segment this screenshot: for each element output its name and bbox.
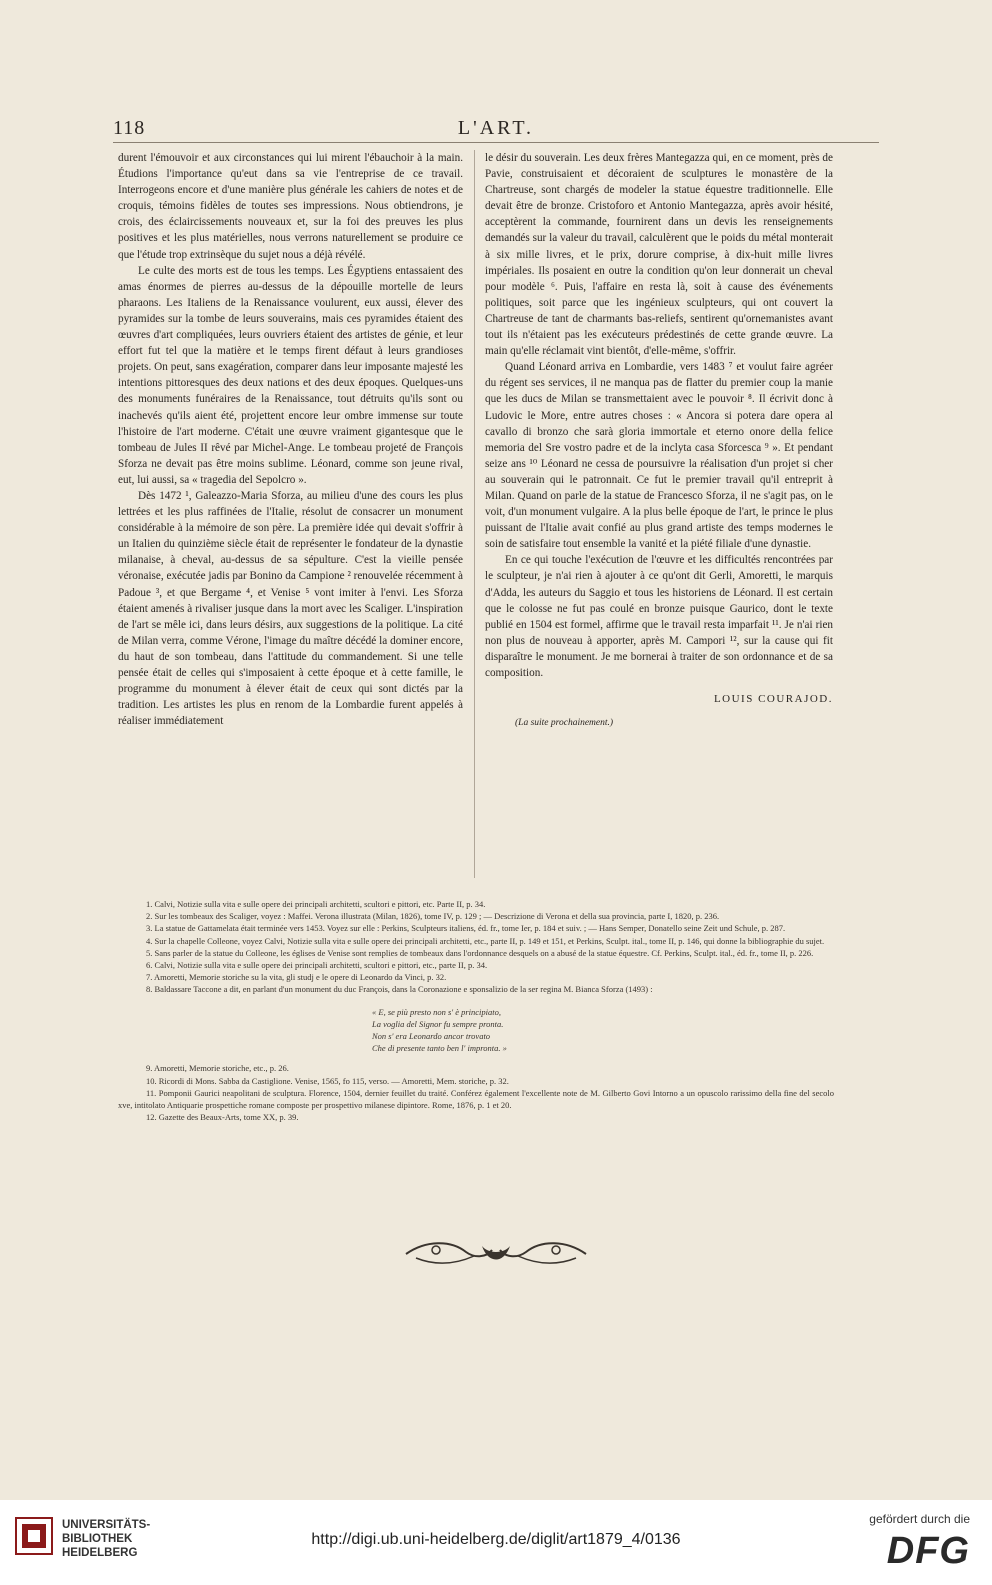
poem-line: Non s' era Leonardo ancor trovato bbox=[372, 1031, 491, 1042]
poem-line: « E, se più presto non s' è principiato, bbox=[372, 1006, 501, 1017]
footnote: 2. Sur les tombeaux des Scaliger, voyez : Maffei. Verona illustrata (Milan, 1826), tome IV, p. 129 ; — Descrizione di Verona et della sua provincia, parte I, 1820, p. 236. bbox=[146, 911, 720, 922]
journal-title: L'ART. bbox=[457, 117, 535, 139]
viewer-footer bbox=[0, 1500, 992, 1585]
ornament-flourish-icon bbox=[396, 1232, 596, 1272]
funder-caption: gefördert durch die bbox=[869, 1512, 970, 1526]
footnote: 10. Ricordi di Mons. Sabba da Castiglione. Venise, 1565, fo 115, verso. — Amoretti, Mem. storiche, p. 32. bbox=[146, 1075, 509, 1086]
paragraph: durent l'émouvoir et aux circonstances qui lui mirent l'ébauchoir à la main. Étudions l'importance qu'eut dans sa vie l'entreprise de ce travail. Interrogeons encore et d'une manière plus générale les cahiers de notes et de croquis, témoins fidèles de toutes ses impressions. Nous obtiendrons, je crois, des éclaircissements nouveaux et, sur la foi des preuves les plus positives et les plus matérielles, nous verrons naturellement se produire ce que l'étude trop extrinsèque du sujet nous a déjà révélé. bbox=[118, 152, 463, 261]
footnote: 5. Sans parler de la statue du Colleone, les églises de Venise sont remplies de tombeaux dans l'ordonnance desquels on a abusé de la statue équestre. Cf. Perkins, Sculpt. ital., éd. fr., tome II, p. 226. bbox=[146, 947, 814, 958]
right-column bbox=[485, 150, 833, 731]
footnote: 11. Pomponii Gaurici neapolitani de sculptura. Florence, 1504, dernier feuillet du traité. Conférez également l'excellente note de M. Gilberto Govi Intorno a un opuscolo rarissimo della fine del secolo xve, intitolato Antiquarie prospettiche romane composte per prospettivo milanese dipintore. Rome, 1876, p. 1 et 20. bbox=[118, 1087, 834, 1111]
continuation-note: (La suite prochainement.) bbox=[515, 718, 614, 729]
poem-line: La voglia del Signor fu sempre pronta. bbox=[372, 1018, 504, 1029]
poem-line: Che di presente tanto ben l' impronta. » bbox=[372, 1043, 507, 1054]
footnote: 7. Amoretti, Memorie storiche su la vita, gli studj e le opere di Leonardo da Vinci, p. 32. bbox=[146, 972, 447, 983]
footnote: 4. Sur la chapelle Colleone, voyez Calvi, Notizie sulla vita e sulle opere dei principali architetti, etc., parte II, p. 149 et 151, et Perkins, Sculpt. ital., tome II, p. 146, qui donne la bibliographie du sujet. bbox=[146, 935, 825, 946]
column-divider bbox=[474, 150, 475, 878]
quoted-poem bbox=[372, 1006, 834, 1055]
footnote: 1. Calvi, Notizie sulla vita e sulle opere dei principali architetti, scultori e pittori, etc. Parte II, p. 34. bbox=[146, 899, 486, 909]
paragraph: le désir du souverain. Les deux frères Mantegazza qui, en ce moment, près de Pavie, construisaient et décoraient de sculptures le monastère de la Chartreuse, sont chargés de modeler la statue équestre traditionnelle. Elle devait être de bronze. Cristoforo et Antonio Mantegazza, après avoir hésité, acceptèrent la commande, fournirent dans un devis les renseignements demandés sur la valeur du travail, calculèrent que le poids du métal monterait à six mille livres, et le prix, dorure comprise, à dix-huit mille livres impériales. Ils posaient en outre la condition qu'on leur donnerait un cheval pour modèle ⁶. Puis, l'affaire en resta là, soit à cause des événements politiques, soit parce que les ingénieux sculpteurs, qui ont couvert la Chartreuse de tant de charmants bas-reliefs, sentirent qu'ornemanistes avant tout ils n'étaient pas les exécuteurs prédestinés de cette grande œuvre. La main qu'elle réclamait vint bientôt, d'elle-même, s'offrir. bbox=[485, 152, 833, 358]
left-column bbox=[118, 150, 463, 729]
page-number: 118 bbox=[113, 117, 146, 139]
permalink-url[interactable]: http://digi.ub.uni-heidelberg.de/diglit/art1879_4/0136 bbox=[311, 1531, 681, 1548]
header-rule bbox=[113, 142, 879, 143]
paragraph: Dès 1472 ¹, Galeazzo-Maria Sforza, au milieu d'une des cours les plus lettrées et les plus raffinées de l'Italie, résolut de consacrer un monument considérable à la mémoire de son père. La première idée qui devait s'offrir à un Italien du quinzième siècle était de représenter le fondateur de la dynastie milanaise, à cheval, au-dessus de sa sépulture. C'est la vieille pensée véronaise, exécutée jadis par Bonino da Campione ² renouvelée récemment à Padoue ³, et que Bergame ⁴, et Venise ⁵ vont imiter à l'envi. Les Sforza étaient amenés à rivaliser jusque dans la mort avec les Scaliger. L'inspiration de l'art se mêle ici, dans leurs désirs, aux suggestions de la politique. La cité de Milan verra, comme Vérone, l'image du maître décédé la dominer encore, du haut de son tombeau, dans l'attitude du commandement. Si une telle pensée était de celles qui s'imposaient à cette époque et à cette famille, le programme du monument à élever était de ceux qui sont dictés par la tradition. Les artistes les plus en renom de la Lombardie furent appelés à réaliser immédiatement bbox=[118, 489, 463, 728]
footnote: 12. Gazette des Beaux-Arts, tome XX, p. 39. bbox=[146, 1112, 299, 1123]
footnote: 6. Calvi, Notizie sulla vita e sulle opere dei principali architetti, scultori e pittori, etc., parte II, p. 34. bbox=[146, 960, 488, 971]
paragraph: En ce qui touche l'exécution de l'œuvre et les difficultés rencontrées par le sculpteur, je n'ai rien à ajouter à ce qu'ont dit Gerli, Amoretti, le marquis d'Adda, les auteurs du Saggio et tous les historiens de Léonard. Il est certain que le colosse ne fut pas coulé en bronze puisque Gaurico, dont le texte publié en 1504 est formel, affirme que le travail resta imparfait ¹¹. Je n'ai rien non plus de nouveau à apporter, après M. Campori ¹², sur la cause qui fit disparaître le monument. Je me bornerai à traiter de son ordonnance et de sa composition. bbox=[485, 554, 833, 679]
footnotes bbox=[118, 898, 834, 1123]
footnote: 3. La statue de Gattamelata était terminée vers 1453. Voyez sur elle : Perkins, Sculpteurs italiens, éd. fr., tome Ier, p. 184 et suiv. ; — Hans Semper, Donatello seine Zeit und Schule, p. 287. bbox=[146, 923, 786, 934]
paragraph: Le culte des morts est de tous les temps. Les Égyptiens entassaient des amas énormes de pierres au-dessus de la dépouille mortelle de leurs pharaons. Les Italiens de la Renaissance voulurent, eux aussi, élever des pyramides sur la tombe de leurs souverains, mais ces pyramides étaient des œuvres d'art compliquées, leurs ouvriers étaient des artistes de génie, et leur effort fut tel que la matière et le temps firent défaut à leurs grandioses projets. On peut, sans exagération, comparer dans leur imposante majesté les intentions pittoresques des deux nations et des deux époques. Quelques-uns des monuments funéraires de la Renaissance, tout détruits qu'ils sont ou inachevés qu'ils aient été, projettent encore leur ombre immense sur toute l'histoire de l'art moderne. C'était une œuvre vraiment gigantesque que le tombeau de Jules II rêvé par Michel-Ange. Le tombeau projeté de François Sforza ne devait pas être moins sublime. Léonard, comme son jeune rival, eut, lui aussi, sa « tragedia del Sepolcro ». bbox=[118, 264, 463, 486]
dfg-logo: DFG bbox=[886, 1530, 970, 1572]
running-header bbox=[113, 117, 879, 141]
author-signature: LOUIS COURAJOD. bbox=[713, 693, 833, 706]
footnote: 9. Amoretti, Memorie storiche, etc., p. 26. bbox=[146, 1063, 289, 1074]
paragraph: Quand Léonard arriva en Lombardie, vers 1483 ⁷ et voulut faire agréer du régent ses services, il ne manqua pas de flatter du premier coup la manie que les ducs de Milan se transmettaient avec le pouvoir ⁸. Il écrivit donc à Ludovic le More, entre autres choses : « Ancora si potera dare opera al cavallo di bronzo che sarà gloria immortale et eterno onore della felice memoria del Sre vostro padre et de la inclyta casa Sforcesca ⁹ ». Et pendant seize ans ¹⁰ Léonard ne cessa de poursuivre la réalisation d'un projet si cher au souverain qui le patronnait. Ce fut le premier travail qu'il entreprit à Milan. Quand on parle de la statue de Francesco Sforza, il ne s'agit pas, on le voit, d'un monument vulgaire. A la plus belle époque de l'art, le prince le plus puissant de l'Italie avait confié au plus grand artiste des temps modernes le soin de satisfaire tout ensemble la vanité et la piété filiale d'une dynastie. bbox=[485, 361, 833, 551]
library-name: UNIVERSITÄTS- BIBLIOTHEK HEIDELBERG bbox=[62, 1519, 151, 1559]
footnote: 8. Baldassare Taccone a dit, en parlant d'un monument du duc François, dans la Coronazione e sponsalizio de la ser regina M. Bianca Sforza (1493) : bbox=[146, 984, 653, 995]
